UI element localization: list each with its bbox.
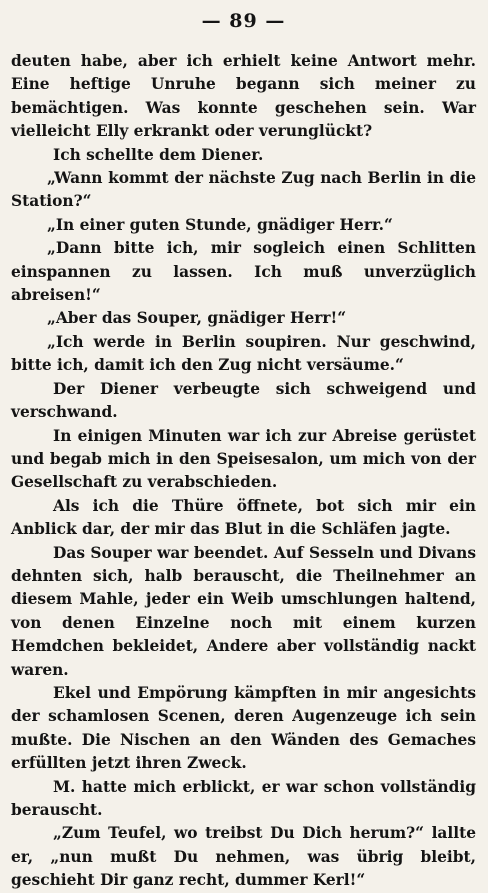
paragraph-6: „Aber das Souper, gnädiger Herr!“ [47,309,347,328]
paragraph-3: „Wann kommt der nächste Zug nach Berlin in die Station?“ [11,169,476,211]
paragraph-8: Der Diener verbeugte sich schweigend und verschwand. [11,379,476,422]
paragraph-4: „In einer guten Stunde, gnädiger Herr.“ [47,215,393,234]
paragraph-9: In einigen Minuten war ich zur Abreise gerüstet und begab mich in den Speisesalon, um mich von der Gesellschaft zu verabschieden. [11,426,476,492]
paragraph-10: Als ich die Thüre öffnete, bot sich mir ein Anblick dar, der mir das Blut in die Schläfen jagte. [11,496,476,539]
paragraph-11: Das Souper war beendet. Auf Sesseln und Divans dehnten sich, halb berauscht, die Theilnehmer an diesem Mahle, jeder ein Weib umschlungen haltend, von denen Einzelne noch mit einem kurzen Hemdchen bekleidet, Andere aber vollständig nackt waren. [11,543,476,679]
page-body [11,50,476,893]
paragraph-13: M. hatte mich erblickt, er war schon vollständig berauscht. [11,777,476,819]
paragraph-7: „Ich werde in Berlin soupiren. Nur geschwind, bitte ich, damit ich den Zug nicht versäume.“ [11,332,476,375]
paragraph-14: „Zum Teufel, wo treibst Du Dich herum?“ lallte er, „nun mußt Du nehmen, was übrig bleibt, geschieht Dir ganz recht, dummer Kerl!“ [11,824,476,890]
paragraph-1: deuten habe, aber ich erhielt keine Antwort mehr. Eine heftige Unruhe begann sich meiner zu bemächtigen. Was konnte geschehen sein. War vielleicht Elly erkrankt oder verunglückt? [11,52,476,141]
paragraph-12: Ekel und Empörung kämpften in mir angesichts der schamlosen Scenen, deren Augenzeuge ich sein mußte. Die Nischen an den Wänden des Gemaches erfüllten jetzt ihren Zweck. [11,683,476,773]
paragraph-5: „Dann bitte ich, mir sogleich einen Schlitten einspannen zu lassen. Ich muß unverzüglich abreisen!“ [11,239,476,305]
page-number: — 89 — [201,10,286,32]
paragraph-2: Ich schellte dem Diener. [53,145,264,164]
